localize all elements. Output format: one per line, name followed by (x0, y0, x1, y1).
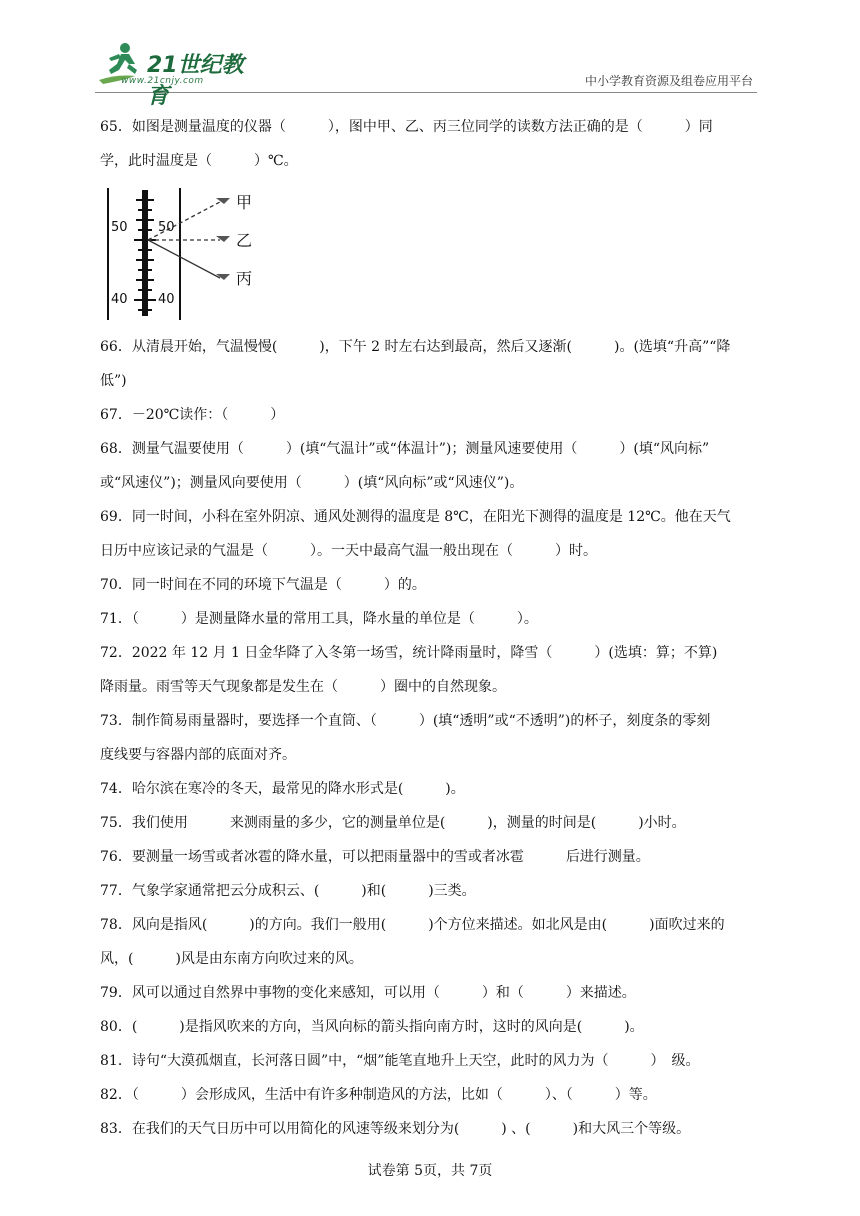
scale-label-40-right: 40 (158, 292, 175, 307)
question-68-line-1: 68．测量气温要使用（ ）(填“气温计”或“体温计”)；测量风速要使用（ ）(填“风向标” (100, 441, 710, 457)
question-66-line-2: 低”) (100, 373, 127, 389)
thermometer-figure (102, 186, 272, 326)
site-logo (95, 40, 265, 109)
question-72-line-2: 降雨量。雨雪等天气现象都是发生在（ ）圈中的自然现象。 (100, 679, 506, 695)
question-76: 76．要测量一场雪或者冰雹的降水量，可以把雨量器中的雪或者冰雹 后进行测量。 (100, 849, 650, 865)
question-69-line-1: 69．同一时间，小科在室外阴凉、通风处测得的温度是 8℃，在阳光下测得的温度是 12℃。他在天气 (100, 509, 731, 525)
question-78-line-2: 风，( )风是由东南方向吹过来的风。 (100, 951, 363, 967)
page-header (95, 36, 757, 109)
question-69-line-2: 日历中应该记录的气温是（ ）。一天中最高气温一般出现在（ ）时。 (100, 543, 597, 559)
question-72-line-1: 72．2022 年 12 月 1 日金华降了入冬第一场雪，统计降雨量时，降雪（ ）(选填：算；不算) (100, 645, 718, 661)
question-65-line-2: 学，此时温度是（ ）℃。 (100, 153, 298, 169)
question-68-line-2: 或“风速仪”)；测量风向要使用（ ）(填“风向标”或“风速仪”)。 (100, 475, 524, 491)
question-67: 67．－20℃读作：（ ） (100, 407, 285, 423)
question-75: 75．我们使用 来测雨量的多少，它的测量单位是( )，测量的时间是( )小时。 (100, 815, 686, 831)
question-70: 70．同一时间在不同的环境下气温是（ ）的。 (100, 577, 426, 593)
question-80: 80．( )是指风吹来的方向，当风向标的箭头指向南方时，这时的风向是( )。 (100, 1019, 644, 1035)
question-66-line-1: 66．从清晨开始，气温慢慢( )，下午 2 时左右达到最高，然后又逐渐( )。(选填“升高”“降 (100, 339, 731, 355)
label-jia: 甲 (236, 193, 253, 212)
question-82: 82．（ ）会形成风，生活中有许多种制造风的方法，比如（ ）、（ ）等。 (100, 1087, 657, 1103)
platform-title: 中小学教育资源及组卷应用平台 (584, 74, 753, 88)
question-74: 74．哈尔滨在寒冷的冬天，最常见的降水形式是( )。 (100, 781, 465, 797)
question-81: 81．诗句“大漠孤烟直，长河落日圆”中，“烟”能笔直地升上天空，此时的风力为（ ） 级。 (100, 1053, 700, 1069)
question-77: 77．气象学家通常把云分成积云、( )和( )三类。 (100, 883, 476, 899)
scale-label-40-left: 40 (111, 292, 128, 307)
question-73-line-2: 度线要与容器内部的底面对齐。 (100, 747, 296, 763)
question-list (100, 110, 764, 1146)
label-yi: 乙 (236, 231, 253, 250)
question-73-line-1: 73．制作简易雨量器时，要选择一个直筒、（ ）(填“透明”或“不透明”)的杯子，刻度条的零刻 (100, 713, 711, 729)
question-65-line-1: 65．如图是测量温度的仪器（ ），图中甲、乙、丙三位同学的读数方法正确的是（ ）同 (100, 119, 713, 135)
question-79: 79．风可以通过自然界中事物的变化来感知，可以用（ ）和（ ）来描述。 (100, 985, 636, 1001)
scale-label-50-right: 50 (158, 220, 175, 235)
question-71: 71．（ ）是测量降水量的常用工具，降水量的单位是（ ）。 (100, 611, 538, 627)
question-78-line-1: 78．风向是指风( )的方向。我们一般用( )个方位来描述。如北风是由( )面吹过来的 (100, 917, 725, 933)
page-footer: 试卷第 5页，共 7页 (367, 1163, 493, 1179)
logo-text: 21世纪教育 (147, 53, 244, 109)
logo-url: www.21cnjy.com (121, 76, 204, 86)
label-bing: 丙 (236, 269, 253, 288)
scale-label-50-left: 50 (111, 220, 128, 235)
question-83: 83．在我们的天气日历中可以用简化的风速等级来划分为( ) 、( )和大风三个等级。 (100, 1121, 691, 1137)
